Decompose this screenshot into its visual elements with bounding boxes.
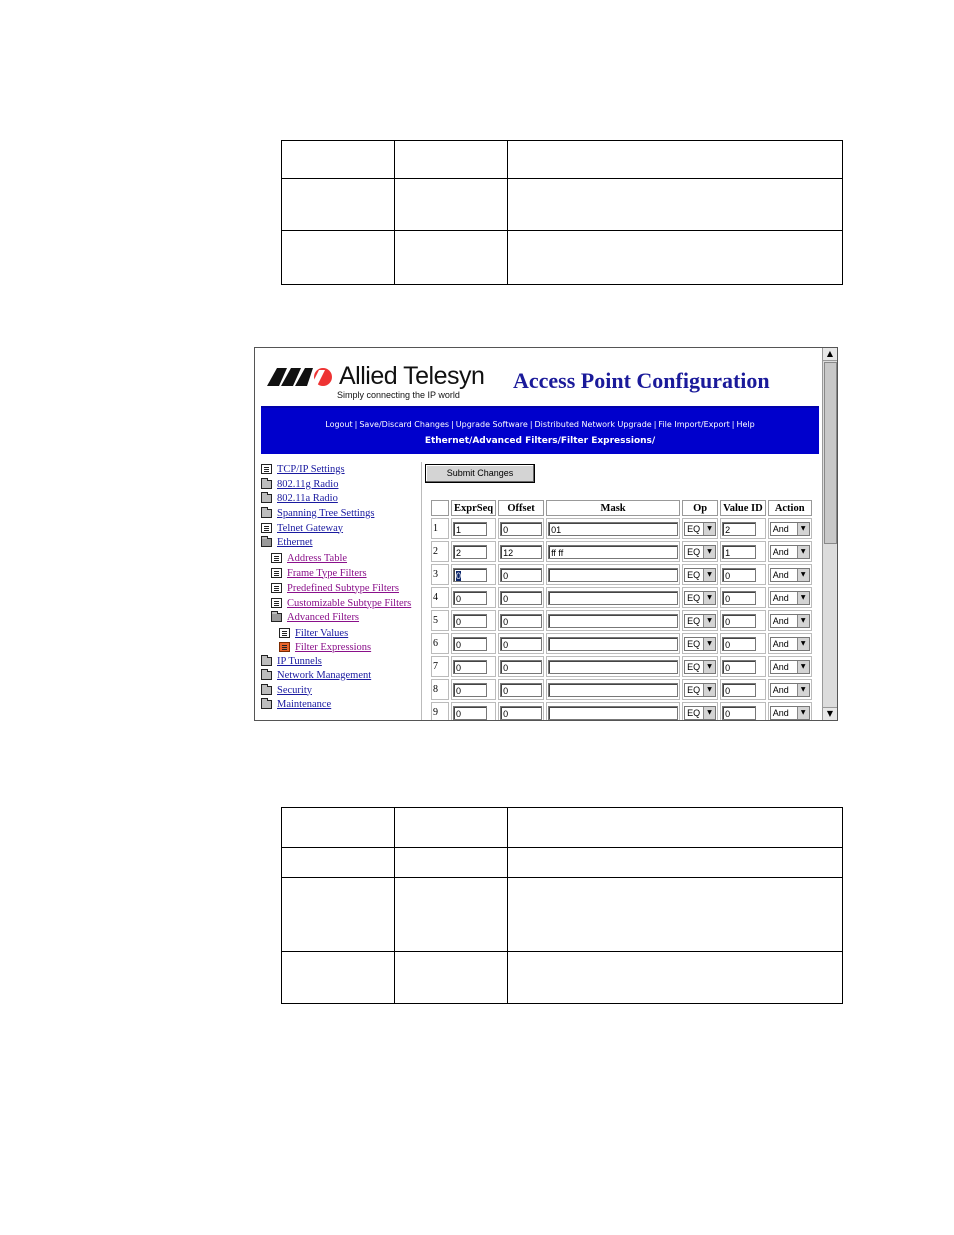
action-value: And — [772, 661, 789, 672]
chevron-down-icon[interactable]: ▼ — [797, 638, 809, 650]
sidebar-item[interactable] — [271, 596, 411, 610]
chevron-down-icon[interactable]: ▼ — [703, 569, 715, 581]
sidebar-item[interactable] — [261, 535, 313, 549]
table-row — [431, 518, 812, 539]
op-value: EQ — [687, 592, 701, 603]
chevron-down-icon[interactable]: ▼ — [703, 523, 715, 535]
sidebar-item-label[interactable]: 802.11a Radio — [277, 492, 338, 504]
table-cell — [451, 541, 496, 562]
table-cell — [768, 541, 812, 562]
column-header: Action — [768, 500, 812, 516]
mask-input[interactable] — [548, 637, 678, 651]
value-id-input[interactable]: 2 — [722, 522, 756, 536]
nav-link[interactable]: Distributed Network Upgrade — [534, 420, 652, 429]
exprseq-input[interactable] — [453, 591, 487, 605]
table-cell — [720, 679, 766, 700]
sidebar-item[interactable] — [261, 697, 331, 711]
offset-input[interactable]: 0 — [500, 591, 542, 605]
sidebar-item-label[interactable]: TCP/IP Settings — [277, 463, 345, 475]
value-id-input[interactable]: 0 — [722, 683, 756, 697]
chevron-down-icon[interactable]: ▼ — [797, 707, 809, 719]
sidebar-item-label[interactable]: Maintenance — [277, 698, 332, 710]
page-icon — [271, 568, 282, 578]
action-value: And — [772, 707, 789, 718]
table-cell — [682, 656, 718, 677]
action-select[interactable] — [770, 660, 810, 674]
op-select[interactable] — [684, 660, 716, 674]
chevron-down-icon[interactable]: ▼ — [703, 684, 715, 696]
column-header: Value ID — [720, 500, 766, 516]
sidebar-tree — [259, 462, 422, 720]
table-cell — [451, 679, 496, 700]
table-cell — [546, 541, 680, 562]
table-cell — [682, 518, 718, 539]
table-row — [431, 541, 812, 562]
table-cell — [498, 656, 544, 677]
scroll-up-icon[interactable]: ▲ — [823, 348, 837, 361]
sidebar-item-label[interactable]: Filter Expressions — [295, 641, 372, 653]
action-select[interactable] — [770, 614, 810, 628]
table-cell — [720, 702, 766, 721]
nav-bar — [261, 406, 819, 454]
table-row — [431, 633, 812, 654]
table-row — [431, 702, 812, 721]
column-header: Op — [682, 500, 718, 516]
exprseq-input[interactable] — [453, 706, 487, 720]
table-cell — [720, 610, 766, 631]
action-value: And — [772, 546, 789, 557]
mask-input[interactable]: ff ff — [548, 545, 678, 559]
table-cell — [546, 679, 680, 700]
sidebar-item-label[interactable]: Network Management — [277, 669, 372, 681]
table-cell — [546, 564, 680, 585]
sidebar-item-label[interactable]: 802.11g Radio — [277, 478, 339, 490]
top-table — [281, 140, 843, 285]
table-cell — [768, 610, 812, 631]
sidebar-item[interactable] — [279, 626, 348, 640]
op-select[interactable] — [684, 637, 716, 651]
table-cell — [546, 633, 680, 654]
page-icon — [279, 642, 290, 652]
op-value: EQ — [687, 661, 701, 672]
row-number: 4 — [433, 592, 438, 603]
chevron-down-icon[interactable]: ▼ — [703, 638, 715, 650]
table-cell — [498, 518, 544, 539]
table-cell — [498, 633, 544, 654]
table-cell — [682, 541, 718, 562]
table-cell — [768, 702, 812, 721]
table-cell — [451, 610, 496, 631]
chevron-down-icon[interactable]: ▼ — [797, 546, 809, 558]
sidebar-item[interactable] — [261, 462, 345, 476]
mask-input[interactable] — [548, 591, 678, 605]
value-id-input[interactable]: 0 — [722, 614, 756, 628]
nav-link[interactable]: Save/Discard Changes — [359, 420, 450, 429]
table-cell — [431, 702, 449, 721]
table-cell — [431, 564, 449, 585]
folder-icon — [261, 480, 272, 489]
exprseq-input[interactable] — [453, 614, 487, 628]
table-cell — [682, 702, 718, 721]
folder-icon — [261, 494, 272, 503]
sidebar-item-label[interactable]: Telnet Gateway — [277, 522, 344, 534]
chevron-down-icon[interactable]: ▼ — [703, 592, 715, 604]
table-cell — [431, 633, 449, 654]
mask-input[interactable] — [548, 614, 678, 628]
value-id-input[interactable]: 1 — [722, 545, 756, 559]
op-select[interactable] — [684, 545, 716, 559]
op-value: EQ — [687, 546, 701, 557]
offset-input[interactable]: 0 — [500, 522, 542, 536]
chevron-down-icon[interactable]: ▼ — [703, 707, 715, 719]
exprseq-input[interactable] — [453, 568, 487, 582]
table-cell — [498, 679, 544, 700]
chevron-down-icon[interactable]: ▼ — [703, 661, 715, 673]
allied-telesyn-logo — [267, 362, 497, 402]
offset-input[interactable]: 0 — [500, 637, 542, 651]
table-cell — [682, 564, 718, 585]
table-cell — [768, 656, 812, 677]
action-select[interactable] — [770, 683, 810, 697]
table-cell — [546, 702, 680, 721]
table-cell — [768, 679, 812, 700]
table-cell — [498, 564, 544, 585]
table-cell — [431, 610, 449, 631]
folder-icon — [261, 657, 272, 666]
table-row — [431, 656, 812, 677]
nav-link[interactable]: Help — [736, 420, 755, 429]
exprseq-value: 0 — [456, 685, 462, 696]
value-id-input[interactable]: 0 — [722, 591, 756, 605]
brand-tagline: Simply connecting the IP world — [337, 390, 460, 400]
column-header: ExprSeq — [451, 500, 496, 516]
sidebar-item[interactable] — [261, 477, 338, 491]
row-number: 5 — [433, 615, 438, 626]
table-cell — [498, 702, 544, 721]
vertical-scrollbar[interactable] — [822, 348, 837, 720]
nav-separator: | — [731, 420, 735, 429]
table-cell — [451, 564, 496, 585]
table-row — [431, 610, 812, 631]
folder-icon — [261, 700, 272, 709]
chevron-down-icon[interactable]: ▼ — [797, 661, 809, 673]
action-value: And — [772, 638, 789, 649]
nav-link[interactable]: Logout — [325, 420, 353, 429]
exprseq-value: 0 — [456, 708, 462, 719]
sidebar-item-label[interactable]: Address Table — [287, 552, 348, 564]
folder-icon — [261, 671, 272, 680]
bottom-table — [281, 807, 843, 1004]
exprseq-input[interactable] — [453, 545, 487, 559]
mask-input[interactable] — [548, 683, 678, 697]
chevron-down-icon[interactable]: ▼ — [703, 546, 715, 558]
row-number: 6 — [433, 638, 438, 649]
nav-separator: | — [354, 420, 358, 429]
op-select[interactable] — [684, 522, 716, 536]
brand-name: Allied Telesyn — [339, 362, 485, 390]
table-cell — [720, 656, 766, 677]
scroll-thumb[interactable] — [824, 362, 837, 544]
nav-link[interactable]: File Import/Export — [658, 420, 730, 429]
exprseq-value: 0 — [456, 639, 462, 650]
action-value: And — [772, 684, 789, 695]
sidebar-item-label[interactable]: IP Tunnels — [277, 655, 322, 667]
page-icon — [261, 464, 272, 474]
table-cell — [768, 518, 812, 539]
table-cell — [682, 587, 718, 608]
exprseq-value: 0 — [456, 616, 462, 627]
table-cell — [768, 633, 812, 654]
table-cell — [451, 587, 496, 608]
value-id-input[interactable]: 0 — [722, 568, 756, 582]
nav-separator: | — [451, 420, 454, 429]
submit-changes-button[interactable]: Submit Changes — [425, 464, 535, 483]
chevron-down-icon[interactable]: ▼ — [797, 523, 809, 535]
op-value: EQ — [687, 638, 701, 649]
offset-input[interactable]: 0 — [500, 683, 542, 697]
table-cell — [720, 541, 766, 562]
sidebar-item-label[interactable]: Advanced Filters — [287, 611, 360, 623]
table-cell — [498, 541, 544, 562]
table-cell — [498, 610, 544, 631]
sidebar-item[interactable] — [261, 491, 338, 505]
table-cell — [431, 587, 449, 608]
table-cell — [431, 541, 449, 562]
table-cell — [768, 587, 812, 608]
sidebar-item-label[interactable]: Filter Values — [295, 627, 349, 639]
chevron-down-icon[interactable]: ▼ — [797, 615, 809, 627]
browser-screenshot — [254, 347, 838, 721]
folder-icon — [261, 509, 272, 518]
action-value: And — [772, 569, 789, 580]
op-value: EQ — [687, 707, 701, 718]
mask-input[interactable] — [548, 660, 678, 674]
page-icon — [271, 583, 282, 593]
row-number: 7 — [433, 661, 438, 672]
exprseq-value: 0 — [456, 593, 462, 604]
row-number: 8 — [433, 684, 438, 695]
table-cell — [682, 610, 718, 631]
action-value: And — [772, 592, 789, 603]
page-icon — [279, 628, 290, 638]
mask-input[interactable]: 01 — [548, 522, 678, 536]
table-cell — [720, 518, 766, 539]
action-select[interactable] — [770, 545, 810, 559]
page-title: Access Point Configuration — [513, 368, 770, 393]
page-icon — [261, 523, 272, 533]
action-select[interactable] — [770, 637, 810, 651]
exprseq-value: 0 — [456, 570, 462, 581]
chevron-down-icon[interactable]: ▼ — [797, 592, 809, 604]
op-value: EQ — [687, 615, 701, 626]
table-cell — [451, 633, 496, 654]
offset-input[interactable]: 0 — [500, 614, 542, 628]
table-cell — [546, 656, 680, 677]
table-cell — [451, 702, 496, 721]
breadcrumb: Ethernet/Advanced Filters/Filter Expressions/ — [424, 436, 656, 446]
sidebar-item[interactable] — [271, 581, 399, 595]
offset-input[interactable]: 12 — [500, 545, 542, 559]
column-header: Offset — [498, 500, 544, 516]
sidebar-item-label[interactable]: Frame Type Filters — [287, 567, 367, 579]
exprseq-input[interactable] — [453, 637, 487, 651]
sidebar-item[interactable] — [261, 683, 312, 697]
table-row — [431, 564, 812, 585]
action-select[interactable] — [770, 522, 810, 536]
exprseq-value: 2 — [456, 547, 462, 558]
table-cell — [546, 610, 680, 631]
table-cell — [682, 633, 718, 654]
action-value: And — [772, 615, 789, 626]
chevron-down-icon[interactable]: ▼ — [797, 684, 809, 696]
exprseq-input[interactable] — [453, 683, 487, 697]
open-folder-icon — [261, 538, 272, 547]
page-icon — [271, 598, 282, 608]
offset-input[interactable]: 0 — [500, 568, 542, 582]
action-select[interactable] — [770, 591, 810, 605]
sidebar-item[interactable] — [271, 551, 347, 565]
column-header: Mask — [546, 500, 680, 516]
sidebar-item-label[interactable]: Security — [277, 684, 312, 696]
column-header-row-number — [431, 500, 449, 516]
op-select[interactable] — [684, 614, 716, 628]
row-number: 9 — [433, 707, 438, 718]
open-folder-icon — [271, 613, 282, 622]
nav-separator: | — [529, 420, 533, 429]
table-cell — [431, 656, 449, 677]
sidebar-item[interactable] — [279, 640, 371, 654]
sidebar-item[interactable] — [271, 610, 359, 624]
exprseq-value: 0 — [456, 662, 462, 673]
value-id-input[interactable]: 0 — [722, 706, 756, 720]
table-cell — [768, 564, 812, 585]
table-cell — [431, 518, 449, 539]
table-header-row — [431, 500, 812, 516]
table-cell — [720, 633, 766, 654]
row-number: 2 — [433, 546, 438, 557]
table-cell — [451, 656, 496, 677]
table-cell — [546, 518, 680, 539]
sidebar-item-label[interactable]: Customizable Subtype Filters — [287, 597, 412, 609]
sidebar-item[interactable] — [271, 566, 367, 580]
table-cell — [451, 518, 496, 539]
offset-input[interactable]: 0 — [500, 660, 542, 674]
logo-mark-icon — [267, 366, 337, 386]
mask-input[interactable] — [548, 568, 678, 582]
offset-input[interactable]: 0 — [500, 706, 542, 720]
chevron-down-icon[interactable]: ▼ — [797, 569, 809, 581]
op-select[interactable] — [684, 683, 716, 697]
table-cell — [682, 679, 718, 700]
row-number: 1 — [433, 523, 438, 534]
nav-links — [261, 420, 819, 429]
sidebar-item[interactable] — [261, 521, 343, 535]
filter-expressions-table — [429, 498, 814, 721]
sidebar-item[interactable] — [261, 668, 371, 682]
sidebar-item-label[interactable]: Spanning Tree Settings — [277, 507, 375, 519]
op-select[interactable] — [684, 591, 716, 605]
page-icon — [271, 553, 282, 563]
exprseq-input[interactable] — [453, 522, 487, 536]
table-cell — [431, 679, 449, 700]
op-value: EQ — [687, 523, 701, 534]
table-cell — [546, 587, 680, 608]
table-row — [431, 679, 812, 700]
op-value: EQ — [687, 684, 701, 695]
exprseq-value: 1 — [456, 524, 462, 535]
nav-separator: | — [653, 420, 657, 429]
value-id-input[interactable]: 0 — [722, 660, 756, 674]
chevron-down-icon[interactable]: ▼ — [703, 615, 715, 627]
value-id-input[interactable]: 0 — [722, 637, 756, 651]
exprseq-input[interactable] — [453, 660, 487, 674]
sidebar-item-label[interactable]: Ethernet — [277, 536, 313, 548]
action-select[interactable] — [770, 568, 810, 582]
sidebar-item-label[interactable]: Predefined Subtype Filters — [287, 582, 399, 594]
op-select[interactable] — [684, 568, 716, 582]
table-cell — [498, 587, 544, 608]
folder-icon — [261, 686, 272, 695]
nav-link[interactable]: Upgrade Software — [455, 420, 528, 429]
table-row — [431, 587, 812, 608]
action-select[interactable] — [770, 706, 810, 720]
mask-input[interactable] — [548, 706, 678, 720]
action-value: And — [772, 523, 789, 534]
scroll-down-icon[interactable]: ▼ — [823, 707, 837, 720]
op-select[interactable] — [684, 706, 716, 720]
sidebar-item[interactable] — [261, 654, 322, 668]
table-cell — [720, 564, 766, 585]
row-number: 3 — [433, 569, 438, 580]
table-cell — [720, 587, 766, 608]
sidebar-item[interactable] — [261, 506, 374, 520]
op-value: EQ — [687, 569, 701, 580]
